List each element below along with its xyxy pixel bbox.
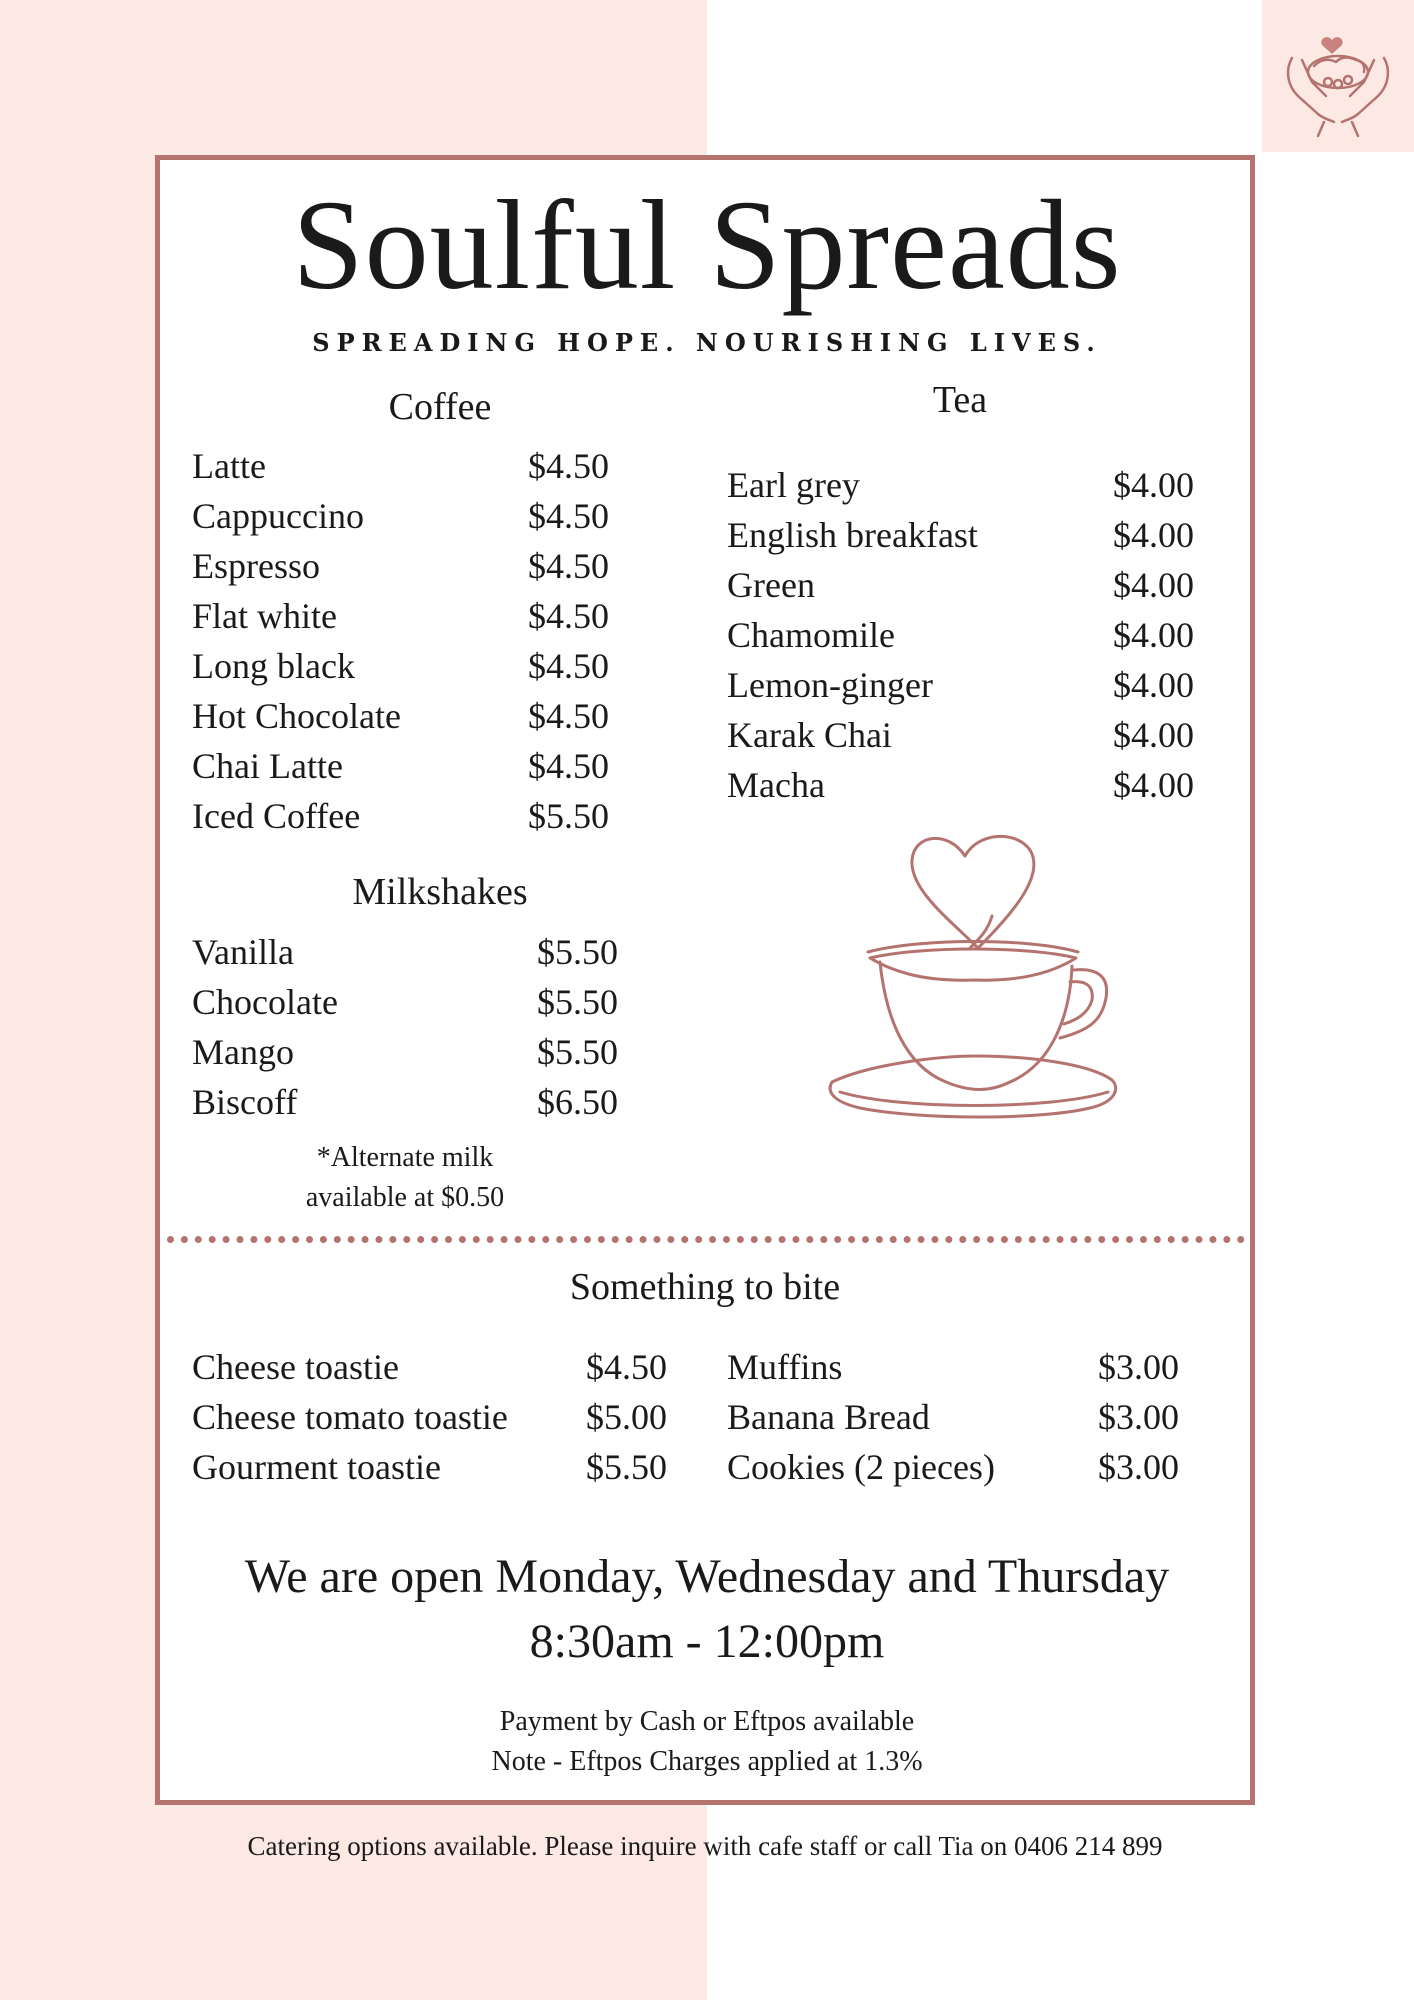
menu-item-price: $5.50	[528, 796, 609, 836]
menu-item-name: Iced Coffee	[192, 796, 361, 836]
menu-item-name: Cheese toastie	[192, 1347, 399, 1387]
payment-info: Payment by Cash or Eftpos available	[499, 1706, 915, 1737]
menu-item-name: Espresso	[192, 546, 320, 586]
menu-item-price: $4.00	[1113, 765, 1194, 805]
milkshakes-heading: Milkshakes	[352, 871, 528, 913]
menu-item-name: Cheese tomato toastie	[192, 1397, 508, 1437]
alternate-milk-note	[250, 1138, 560, 1218]
menu-item-name: Macha	[727, 765, 825, 805]
menu-item-name: Earl grey	[727, 465, 860, 505]
menu-item-name: Long black	[192, 646, 355, 686]
coffee-cup-heart-icon	[820, 820, 1130, 1140]
menu-item-name: Flat white	[192, 596, 337, 636]
menu-item-name: Vanilla	[192, 932, 294, 972]
menu-item-name: Hot Chocolate	[192, 696, 401, 736]
menu-item-name: Gourment toastie	[192, 1447, 441, 1487]
menu-item-name: Lemon-ginger	[727, 665, 933, 705]
bites-heading: Something to bite	[569, 1266, 841, 1308]
menu-item-name: Karak Chai	[727, 715, 892, 755]
menu-item-price: $5.50	[537, 982, 618, 1022]
menu-item-price: $4.00	[1113, 615, 1194, 655]
menu-item-price: $4.00	[1113, 515, 1194, 555]
tea-heading: Tea	[932, 379, 988, 421]
menu-item-name: Chamomile	[727, 615, 895, 655]
menu-item-name: Banana Bread	[727, 1397, 930, 1437]
tagline: SPREADING HOPE. NOURISHING LIVES.	[312, 328, 1102, 357]
menu-item-name: English breakfast	[727, 515, 978, 555]
menu-item-price: $4.50	[528, 646, 609, 686]
menu-item-price: $4.50	[528, 596, 609, 636]
menu-item-price: $5.50	[586, 1447, 667, 1487]
menu-item-price: $4.50	[586, 1347, 667, 1387]
menu-item-price: $6.50	[537, 1082, 618, 1122]
menu-item-price: $4.00	[1113, 715, 1194, 755]
menu-item-price: $4.50	[528, 546, 609, 586]
menu-item-name: Cappuccino	[192, 496, 364, 536]
opening-days: We are open Monday, Wednesday and Thursday	[244, 1550, 1170, 1603]
menu-item-name: Green	[727, 565, 815, 605]
menu-item-price: $5.00	[586, 1397, 667, 1437]
menu-item-price: $5.50	[537, 932, 618, 972]
menu-item-price: $4.00	[1113, 465, 1194, 505]
catering-footer: Catering options available. Please inquire with cafe staff or call Tia on 0406 214 899	[247, 1831, 1163, 1861]
menu-item-price: $4.50	[528, 496, 609, 536]
menu-item-name: Chai Latte	[192, 746, 343, 786]
section-divider	[167, 1236, 1245, 1243]
menu-item-name: Biscoff	[192, 1082, 298, 1122]
menu-item-price: $4.50	[528, 446, 609, 486]
hands-holding-food-icon	[1262, 0, 1414, 152]
menu-item-price: $5.50	[537, 1032, 618, 1072]
note-line: *Alternate milk	[316, 1142, 494, 1173]
page-title: Soulful Spreads	[292, 174, 1122, 316]
coffee-heading: Coffee	[388, 386, 492, 428]
menu-item-name: Latte	[192, 446, 266, 486]
logo-panel	[1262, 0, 1414, 152]
menu-item-price: $3.00	[1098, 1447, 1179, 1487]
menu-item-name: Muffins	[727, 1347, 843, 1387]
opening-time: 8:30am - 12:00pm	[529, 1615, 885, 1668]
menu-item-price: $4.50	[528, 746, 609, 786]
note-line: available at $0.50	[305, 1182, 505, 1213]
menu-item-price: $4.50	[528, 696, 609, 736]
menu-item-price: $4.00	[1113, 665, 1194, 705]
menu-item-name: Chocolate	[192, 982, 338, 1022]
eftpos-note: Note - Eftpos Charges applied at 1.3%	[491, 1746, 923, 1777]
menu-item-name: Cookies (2 pieces)	[727, 1447, 995, 1487]
menu-item-price: $4.00	[1113, 565, 1194, 605]
menu-item-price: $3.00	[1098, 1347, 1179, 1387]
menu-item-price: $3.00	[1098, 1397, 1179, 1437]
menu-item-name: Mango	[192, 1032, 294, 1072]
